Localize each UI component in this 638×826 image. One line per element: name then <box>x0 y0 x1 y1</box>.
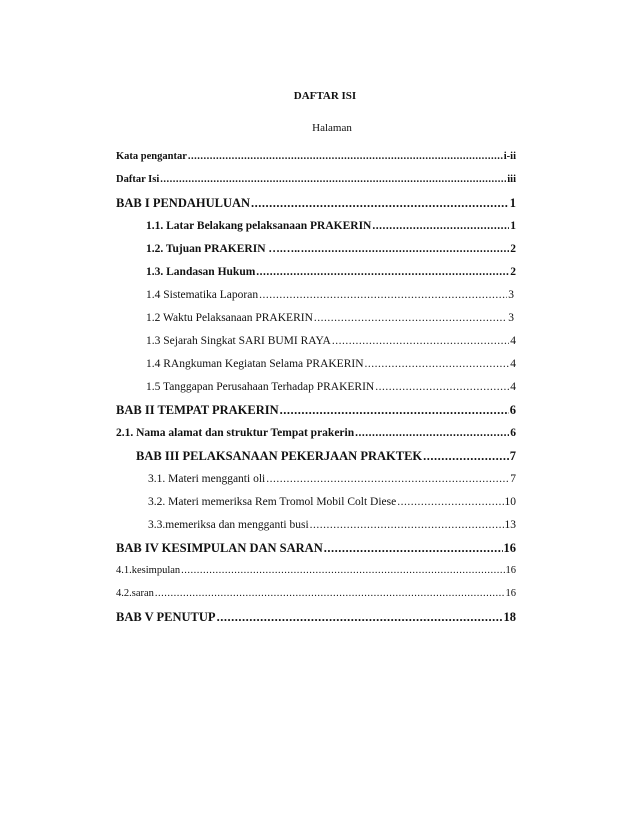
toc-entry-bab-5[interactable] <box>116 610 516 624</box>
toc-entry-1-3[interactable] <box>146 265 516 279</box>
toc-entry-label: Daftar Isi <box>116 174 160 185</box>
toc-entry-page: 4 <box>510 358 516 370</box>
toc-entry-label: 2.1. Nama alamat dan struktur Tempat prakerin <box>116 427 355 439</box>
toc-entry-page: 2 <box>510 243 516 255</box>
toc-entry-bab-4[interactable] <box>116 541 516 555</box>
toc-entry-daftar-isi[interactable] <box>116 173 516 187</box>
toc-entry-label: 1.3 Sejarah Singkat SARI BUMI RAYA <box>146 335 331 347</box>
toc-entry-page: 16 <box>505 588 516 599</box>
toc-entry-bab-1[interactable] <box>116 196 516 210</box>
toc-leader-dots <box>423 449 509 463</box>
toc-leader-dots <box>251 196 509 210</box>
toc-entry-label: BAB III PELAKSANAAN PEKERJAAN PRAKTEK <box>136 449 423 463</box>
toc-leader-dots <box>372 219 509 233</box>
toc-entry-2-1[interactable] <box>116 426 516 440</box>
toc-entry-page: 16 <box>505 565 516 576</box>
toc-entry-page: 13 <box>504 519 516 531</box>
toc-entry-1-2-waktu[interactable] <box>146 311 514 325</box>
toc-entry-label: 4.2.saran <box>116 588 154 599</box>
toc-entry-kata-pengantar[interactable] <box>116 150 516 164</box>
toc-entry-page: 6 <box>510 427 516 439</box>
toc-entry-label: Kata pengantar <box>116 151 187 162</box>
toc-leader-dots <box>188 150 503 164</box>
toc-entry-1-4-sistematika[interactable] <box>146 288 514 302</box>
toc-entry-1-2[interactable] <box>146 242 516 256</box>
toc-entry-1-4-rangkuman[interactable] <box>146 357 516 371</box>
toc-entry-page: 10 <box>504 496 516 508</box>
toc-entry-4-2[interactable] <box>116 587 516 601</box>
toc-entry-page: 7 <box>510 473 516 485</box>
toc-entry-page: 2 <box>510 266 516 278</box>
toc-entry-label: BAB I PENDAHULUAN <box>116 196 251 210</box>
toc-leader-dots <box>217 610 503 624</box>
toc-entry-4-1[interactable] <box>116 564 516 578</box>
toc-entry-label: BAB IV KESIMPULAN DAN SARAN <box>116 541 323 555</box>
toc-leader-dots <box>397 495 503 509</box>
toc-entry-label: 1.2. Tujuan PRAKERIN ….….. <box>146 243 301 255</box>
toc-entry-page: 4 <box>510 335 516 347</box>
toc-leader-dots <box>160 173 506 187</box>
toc-entry-page: 1 <box>509 196 516 210</box>
toc-leader-dots <box>280 403 509 417</box>
toc-leader-dots <box>310 518 504 532</box>
toc-entry-bab-2[interactable] <box>116 403 516 417</box>
toc-entry-label: 3.1. Materi mengganti oli <box>148 473 266 485</box>
toc-entry-3-2[interactable] <box>148 495 516 509</box>
toc-entry-3-3[interactable] <box>148 518 516 532</box>
toc-entry-label: 1.4 RAngkuman Kegiatan Selama PRAKERIN <box>146 358 364 370</box>
toc-entry-page: 4 <box>510 381 516 393</box>
toc-entry-page: 6 <box>509 403 516 417</box>
toc-entry-label: 3.2. Materi memeriksa Rem Tromol Mobil Colt Diese <box>148 496 397 508</box>
toc-leader-dots <box>365 357 510 371</box>
toc-entry-label: BAB V PENUTUP <box>116 610 216 624</box>
page-title: DAFTAR ISI <box>293 90 357 102</box>
toc-leader-dots <box>375 380 509 394</box>
toc-leader-dots <box>355 426 509 440</box>
toc-entry-1-5-tanggapan[interactable] <box>146 380 516 394</box>
toc-leader-dots <box>256 265 509 279</box>
toc-entry-label: 1.4 Sistematika Laporan <box>146 289 259 301</box>
toc-leader-dots <box>314 311 507 325</box>
toc-entry-3-1[interactable] <box>148 472 516 486</box>
toc-entry-page: 18 <box>503 610 516 624</box>
toc-entry-label: 1.1. Latar Belakang pelaksanaan PRAKERIN <box>146 220 372 232</box>
toc-entry-page: iii <box>507 174 516 185</box>
toc-entry-page: 3 <box>508 289 514 301</box>
toc-entry-label: 1.3. Landasan Hukum <box>146 266 256 278</box>
toc-entry-bab-3[interactable] <box>136 449 516 463</box>
toc-entry-label: 4.1.kesimpulan <box>116 565 181 576</box>
toc-leader-dots <box>301 242 509 256</box>
toc-leader-dots <box>259 288 507 302</box>
toc-entry-label: 1.5 Tanggapan Perusahaan Terhadap PRAKERIN <box>146 381 375 393</box>
toc-entry-label: 3.3.memeriksa dan mengganti busi <box>148 519 309 531</box>
toc-leader-dots <box>324 541 503 555</box>
toc-leader-dots <box>181 564 504 578</box>
toc-entry-1-1[interactable] <box>146 219 516 233</box>
toc-entry-label: 1.2 Waktu Pelaksanaan PRAKERIN <box>146 312 313 324</box>
toc-entry-page: i-ii <box>503 151 516 162</box>
toc-entry-page: 7 <box>509 449 516 463</box>
toc-entry-page: 16 <box>503 541 516 555</box>
toc-entry-1-3-sejarah[interactable] <box>146 334 516 348</box>
toc-leader-dots <box>332 334 509 348</box>
toc-entry-label: BAB II TEMPAT PRAKERIN <box>116 403 279 417</box>
toc-entry-page: 1 <box>510 220 516 232</box>
toc-leader-dots <box>266 472 509 486</box>
toc-entry-page: 3 <box>508 312 514 324</box>
page-column-label: Halaman <box>312 122 352 134</box>
toc-leader-dots <box>155 587 505 601</box>
